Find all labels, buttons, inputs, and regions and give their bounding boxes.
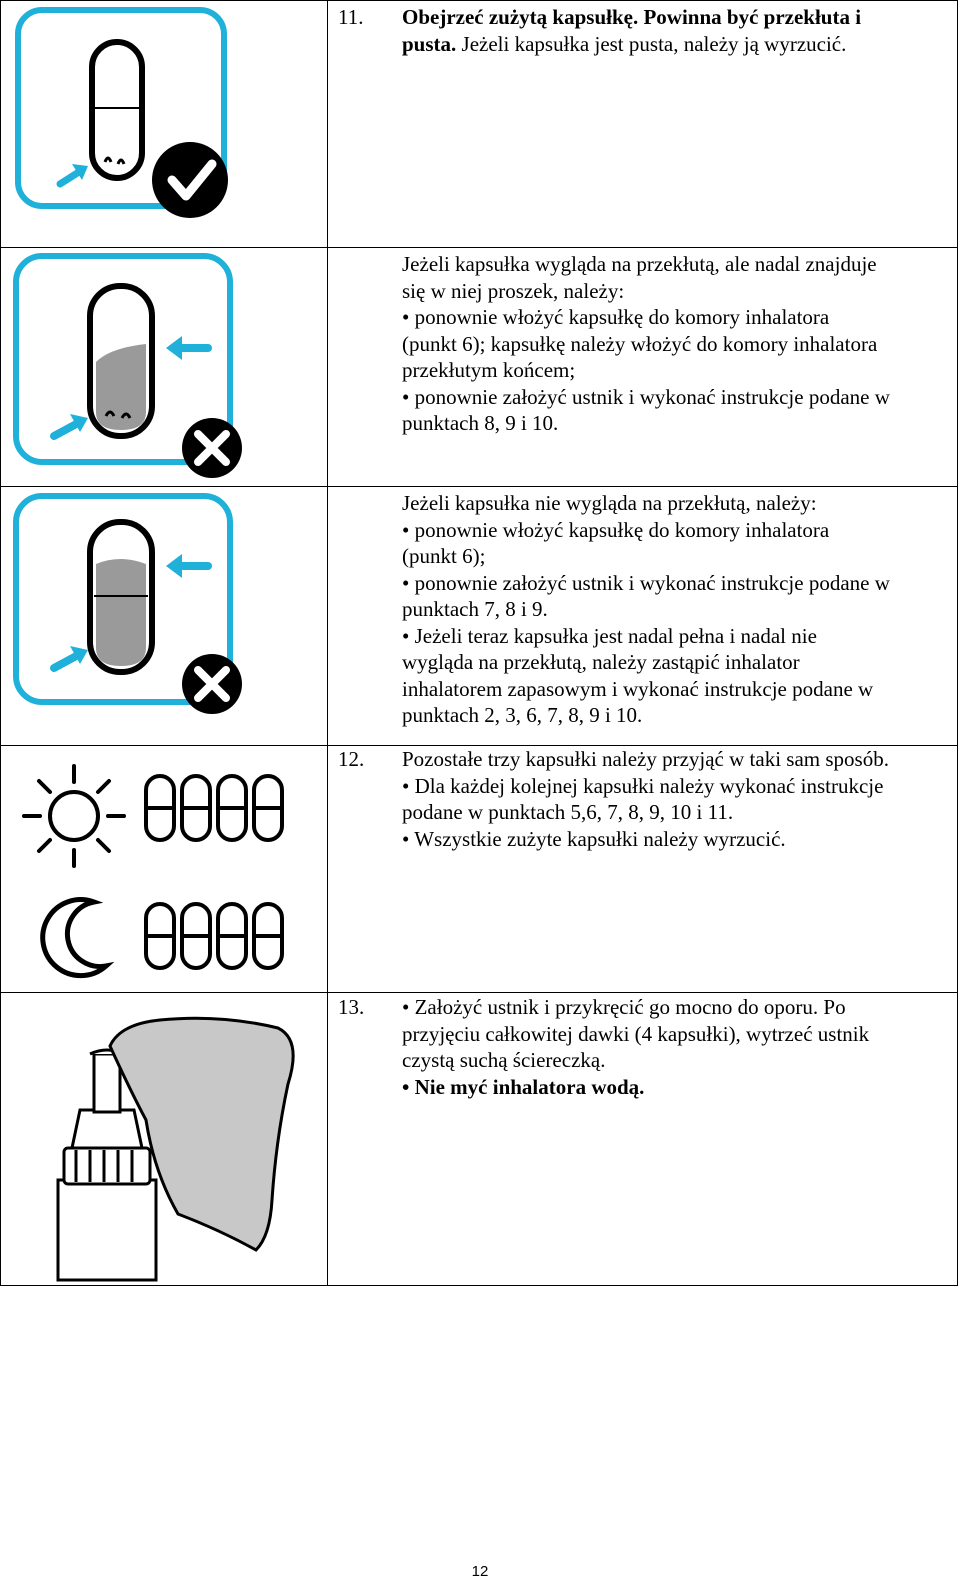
text-line: • ponownie włożyć kapsułkę do komory inhalatora <box>402 517 830 542</box>
capsules-day-icon <box>146 776 282 840</box>
text-line: • ponownie założyć ustnik i wykonać instrukcje podane w <box>402 570 890 595</box>
text-line: • Wszystkie zużyte kapsułki należy wyrzucić. <box>402 826 786 851</box>
step-number: 13. <box>338 995 365 1019</box>
pierced-capsule-powder-cross-icon <box>10 252 250 478</box>
step-number: 11. <box>338 5 364 29</box>
text-line: punktach 7, 8 i 9. <box>402 597 548 621</box>
bold-text: pusta. <box>402 31 457 56</box>
step-text <box>402 490 954 729</box>
full-capsule-cross-icon <box>10 492 250 718</box>
text-line <box>402 4 954 31</box>
step-text <box>402 251 954 437</box>
text-line <box>402 31 954 58</box>
step-text <box>402 994 954 1100</box>
text-line: Jeżeli kapsułka nie wygląda na przekłutą, należy: <box>402 491 817 515</box>
row-divider <box>0 247 958 248</box>
text-line: punktach 8, 9 i 10. <box>402 411 559 435</box>
text-line: • ponownie założyć ustnik i wykonać instrukcje podane w <box>402 384 890 409</box>
text-line: podane w punktach 5,6, 7, 8, 9, 10 i 11. <box>402 800 734 824</box>
text-line: przekłutym końcem; <box>402 358 576 382</box>
text-line: punktach 2, 3, 6, 7, 8, 9 i 10. <box>402 703 643 727</box>
empty-capsule-check-icon <box>10 4 235 219</box>
text-line: • Jeżeli teraz kapsułka jest nadal pełna i nadal nie <box>402 623 817 648</box>
table-border-bottom <box>0 1285 958 1286</box>
row-divider <box>0 486 958 487</box>
table-border-left <box>0 0 1 1286</box>
step-text <box>402 746 954 852</box>
sun-icon <box>24 766 124 866</box>
column-divider <box>327 0 328 1286</box>
text-line: Jeżeli kapsułka wygląda na przekłutą, ale nadal znajduje <box>402 252 877 276</box>
text-line: się w niej proszek, należy: <box>402 278 625 303</box>
text-line: Pozostałe trzy kapsułki należy przyjąć w taki sam sposób. <box>402 747 889 771</box>
step-number: 12. <box>338 747 365 771</box>
normal-text: Jeżeli kapsułka jest pusta, należy ją wyrzucić. <box>456 31 847 56</box>
bold-text: Obejrzeć zużytą kapsułkę. Powinna być przekłuta i <box>402 5 862 29</box>
capsules-night-icon <box>146 904 282 968</box>
row-divider <box>0 992 958 993</box>
table-border-top <box>0 0 958 1</box>
page-number: 12 <box>471 1563 489 1580</box>
text-line: wygląda na przekłutą, należy zastąpić inhalator <box>402 650 800 674</box>
text-line: czystą suchą ściereczką. <box>402 1048 606 1072</box>
table-border-right <box>957 0 958 1286</box>
sun-moon-capsules-icon <box>14 752 304 982</box>
moon-icon <box>43 900 106 976</box>
text-line <box>402 1074 954 1101</box>
text-line: inhalatorem zapasowym i wykonać instrukcje podane w <box>402 676 874 701</box>
text-line: przyjęciu całkowitej dawki (4 kapsułki), wytrzeć ustnik <box>402 1021 870 1046</box>
inhaler-cloth-icon <box>50 1000 310 1282</box>
text-line: (punkt 6); <box>402 544 486 568</box>
step-text <box>402 4 954 57</box>
text-line: (punkt 6); kapsułkę należy włożyć do komory inhalatora <box>402 331 878 356</box>
text-line: • ponownie włożyć kapsułkę do komory inhalatora <box>402 305 830 329</box>
bold-text: • Nie myć inhalatora wodą. <box>402 1074 645 1099</box>
text-line: • Dla każdej kolejnej kapsułki należy wykonać instrukcje <box>402 773 884 798</box>
text-line: • Założyć ustnik i przykręcić go mocno do oporu. Po <box>402 995 846 1019</box>
